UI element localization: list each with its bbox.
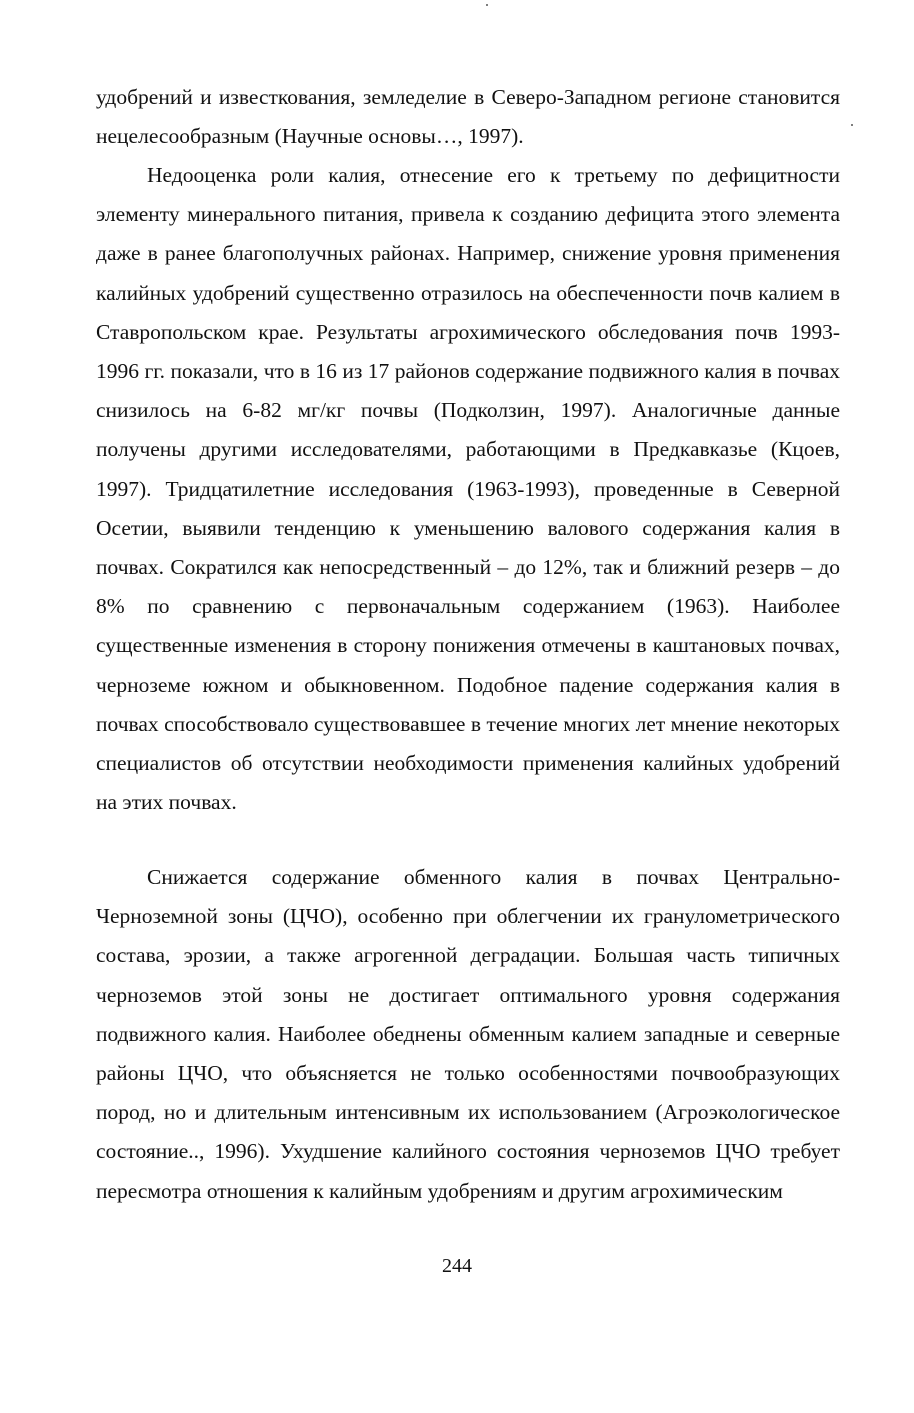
page-number: 244 — [442, 1255, 472, 1277]
paragraph-potassium-deficit — [96, 156, 840, 822]
paragraph-continuation — [96, 78, 840, 156]
paragraph-text: Снижается содержание обменного калия в почвах Центрально-Черноземной зоны (ЦЧО), особенно при облегчении их гранулометрического состава, эрозии, а также агрогенной деградации. Большая часть типичных черноземов этой зоны не достигает оптимального уровня содержания подвижного калия. Наиболее обеднены обменным калием западные и северные районы ЦЧО, что объясняется не только особенностями почвообразующих пород, но и длительным интенсивным их использованием (Агроэкологическое состояние.., 1996). Ухудшение калийного состояния черноземов ЦЧО требует пересмотра отношения к калийным удобрениям и другим агрохимическим — [96, 865, 840, 1203]
paragraph-chernozem-zone — [96, 858, 840, 1211]
paragraph-text: удобрений и известкования, земледелие в Северо-Западном регионе становится нецелесообразным (Научные основы…, 1997). — [96, 85, 840, 149]
scan-speck — [486, 4, 488, 6]
paragraph-text: Недооценка роли калия, отнесение его к третьему по дефицитности элементу минерального питания, привела к созданию дефицита этого элемента даже в ранее благополучных районах. Например, снижение уровня применения калийных удобрений существенно отразилось на обеспеченности почв калием в Ставропольском крае. Результаты агрохимического обследования почв 1993-1996 гг. показали, что в 16 из 17 районов содержание подвижного калия в почвах снизилось на 6-82 мг/кг почвы (Подколзин, 1997). Аналогичные данные получены другими исследователями, работающими в Предкавказье (Кцоев, 1997). Тридцатилетние исследования (1963-1993), проведенные в Северной Осетии, выявили тенденцию к уменьшению валового содержания калия в почвах. Сократился как непосредственный – до 12%, так и ближний резерв – до 8% по сравнению с первоначальным содержанием (1963). Наиболее существенные изменения в сторону понижения отмечены в каштановых почвах, черноземе южном и обыкновенном. Подобное падение содержания калия в почвах способствовало существовавшее в течение многих лет мнение некоторых специалистов об отсутствии необходимости применения калийных удобрений на этих почвах. — [96, 163, 840, 815]
scan-speck — [851, 124, 853, 126]
